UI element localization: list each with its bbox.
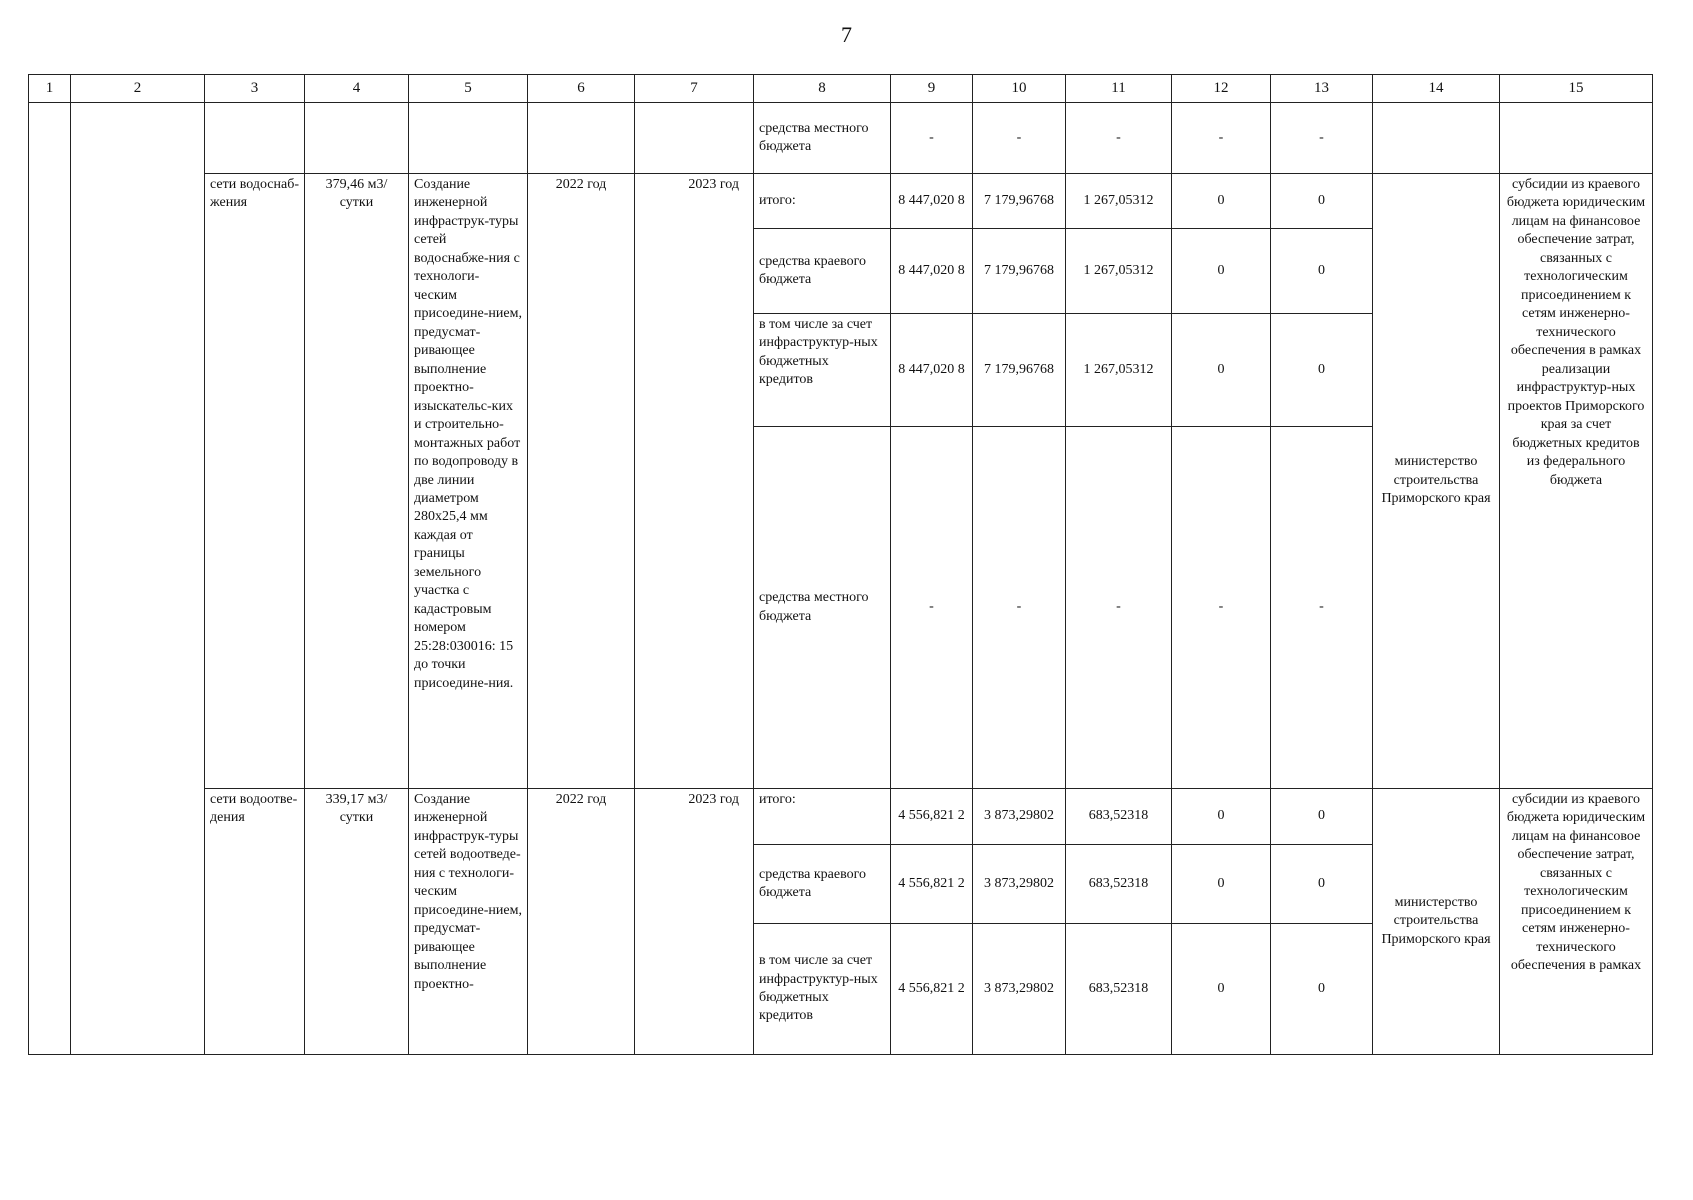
value-cell: 8 447,020 8 <box>891 174 973 229</box>
value-cell: 0 <box>1172 174 1271 229</box>
table-row <box>29 789 1653 845</box>
year-end-cell: 2023 год <box>635 789 754 1055</box>
value-cell: 8 447,020 8 <box>891 229 973 314</box>
value-cell: 7 179,96768 <box>973 174 1066 229</box>
col-header: 12 <box>1172 75 1271 103</box>
col-header: 8 <box>754 75 891 103</box>
col-header: 6 <box>528 75 635 103</box>
note-cell: субсидии из краевого бюджета юридическим лицам на финансовое обеспечение затрат, связанных с технологическим присоединением к сетям инженерно-технического обеспечения в рамках <box>1500 789 1653 1055</box>
value-cell: 683,52318 <box>1066 789 1172 845</box>
empty-cell <box>1373 103 1500 174</box>
column-number-row <box>29 75 1653 103</box>
value-cell: 0 <box>1172 845 1271 924</box>
object-name: сети водоснаб-жения <box>205 174 305 789</box>
col-header: 5 <box>409 75 528 103</box>
col-header: 4 <box>305 75 409 103</box>
funding-source: средства краевого бюджета <box>754 229 891 314</box>
value-cell: - <box>1066 427 1172 789</box>
funding-source: средства местного бюджета <box>754 103 891 174</box>
empty-cell <box>305 103 409 174</box>
table-row <box>29 174 1653 229</box>
empty-cell <box>205 103 305 174</box>
value-cell: 4 556,821 2 <box>891 789 973 845</box>
capacity-cell: 339,17 м3/сутки <box>305 789 409 1055</box>
value-cell: 3 873,29802 <box>973 789 1066 845</box>
value-cell: - <box>1271 427 1373 789</box>
value-cell: 683,52318 <box>1066 845 1172 924</box>
value-cell: 3 873,29802 <box>973 924 1066 1055</box>
funding-source: итого: <box>754 789 891 845</box>
value-cell: - <box>973 427 1066 789</box>
capacity-cell: 379,46 м3/сутки <box>305 174 409 789</box>
col-header: 3 <box>205 75 305 103</box>
col-header: 15 <box>1500 75 1653 103</box>
object-name: сети водоотве-дения <box>205 789 305 1055</box>
year-start-cell: 2022 год <box>528 174 635 789</box>
value-cell: 0 <box>1271 924 1373 1055</box>
value-cell: 7 179,96768 <box>973 229 1066 314</box>
value-cell: 7 179,96768 <box>973 314 1066 427</box>
col-header: 7 <box>635 75 754 103</box>
value-cell: 1 267,05312 <box>1066 174 1172 229</box>
value-cell: - <box>1271 103 1373 174</box>
note-cell: субсидии из краевого бюджета юридическим лицам на финансовое обеспечение затрат, связанных с технологическим присоединением к сетям инженерно-технического обеспечения в рамках реализации инфраструктур-ных проектов Приморского края за счет бюджетных кредитов из федерального бюджета <box>1500 174 1653 789</box>
description-cell: Создание инженерной инфраструк-туры сетей водоснабже-ния с технологи-ческим присоедине-нием, предусмат-ривающее выполнение проектно-изыскательс-ких и строительно-монтажных работ по водопроводу в две линии диаметром 280х25,4 мм каждая от границы земельного участка с кадастровым номером 25:28:030016: 15 до точки присоедине-ния. <box>409 174 528 789</box>
value-cell: 0 <box>1271 845 1373 924</box>
funding-source: в том числе за счет инфраструктур-ных бюджетных кредитов <box>754 314 891 427</box>
value-cell: 1 267,05312 <box>1066 229 1172 314</box>
value-cell: 3 873,29802 <box>973 845 1066 924</box>
value-cell: - <box>1172 103 1271 174</box>
value-cell: 0 <box>1172 229 1271 314</box>
value-cell: 0 <box>1172 789 1271 845</box>
budget-table <box>28 74 1653 1055</box>
empty-cell <box>29 103 71 1055</box>
value-cell: - <box>973 103 1066 174</box>
table-row <box>29 103 1653 174</box>
value-cell: 683,52318 <box>1066 924 1172 1055</box>
executor-cell: министерство строительства Приморского края <box>1373 174 1500 789</box>
value-cell: 0 <box>1172 314 1271 427</box>
col-header: 13 <box>1271 75 1373 103</box>
col-header: 14 <box>1373 75 1500 103</box>
funding-source: итого: <box>754 174 891 229</box>
empty-cell <box>528 103 635 174</box>
value-cell: - <box>1172 427 1271 789</box>
value-cell: 4 556,821 2 <box>891 924 973 1055</box>
executor-cell: министерство строительства Приморского края <box>1373 789 1500 1055</box>
value-cell: 8 447,020 8 <box>891 314 973 427</box>
page-number: 7 <box>841 22 852 47</box>
col-header: 1 <box>29 75 71 103</box>
value-cell: - <box>891 427 973 789</box>
value-cell: 0 <box>1271 174 1373 229</box>
value-cell: - <box>891 103 973 174</box>
funding-source: средства местного бюджета <box>754 427 891 789</box>
empty-cell <box>409 103 528 174</box>
value-cell: 0 <box>1172 924 1271 1055</box>
empty-cell <box>1500 103 1653 174</box>
col-header: 10 <box>973 75 1066 103</box>
value-cell: 4 556,821 2 <box>891 845 973 924</box>
col-header: 11 <box>1066 75 1172 103</box>
value-cell: 0 <box>1271 314 1373 427</box>
value-cell: 1 267,05312 <box>1066 314 1172 427</box>
funding-source: средства краевого бюджета <box>754 845 891 924</box>
funding-source: в том числе за счет инфраструктур-ных бюджетных кредитов <box>754 924 891 1055</box>
empty-cell <box>71 103 205 1055</box>
description-cell: Создание инженерной инфраструк-туры сетей водоотведе-ния с технологи-ческим присоедине-нием, предусмат-ривающее выполнение проектно- <box>409 789 528 1055</box>
empty-cell <box>635 103 754 174</box>
year-start-cell: 2022 год <box>528 789 635 1055</box>
value-cell: - <box>1066 103 1172 174</box>
year-end-cell: 2023 год <box>635 174 754 789</box>
value-cell: 0 <box>1271 229 1373 314</box>
value-cell: 0 <box>1271 789 1373 845</box>
col-header: 9 <box>891 75 973 103</box>
col-header: 2 <box>71 75 205 103</box>
